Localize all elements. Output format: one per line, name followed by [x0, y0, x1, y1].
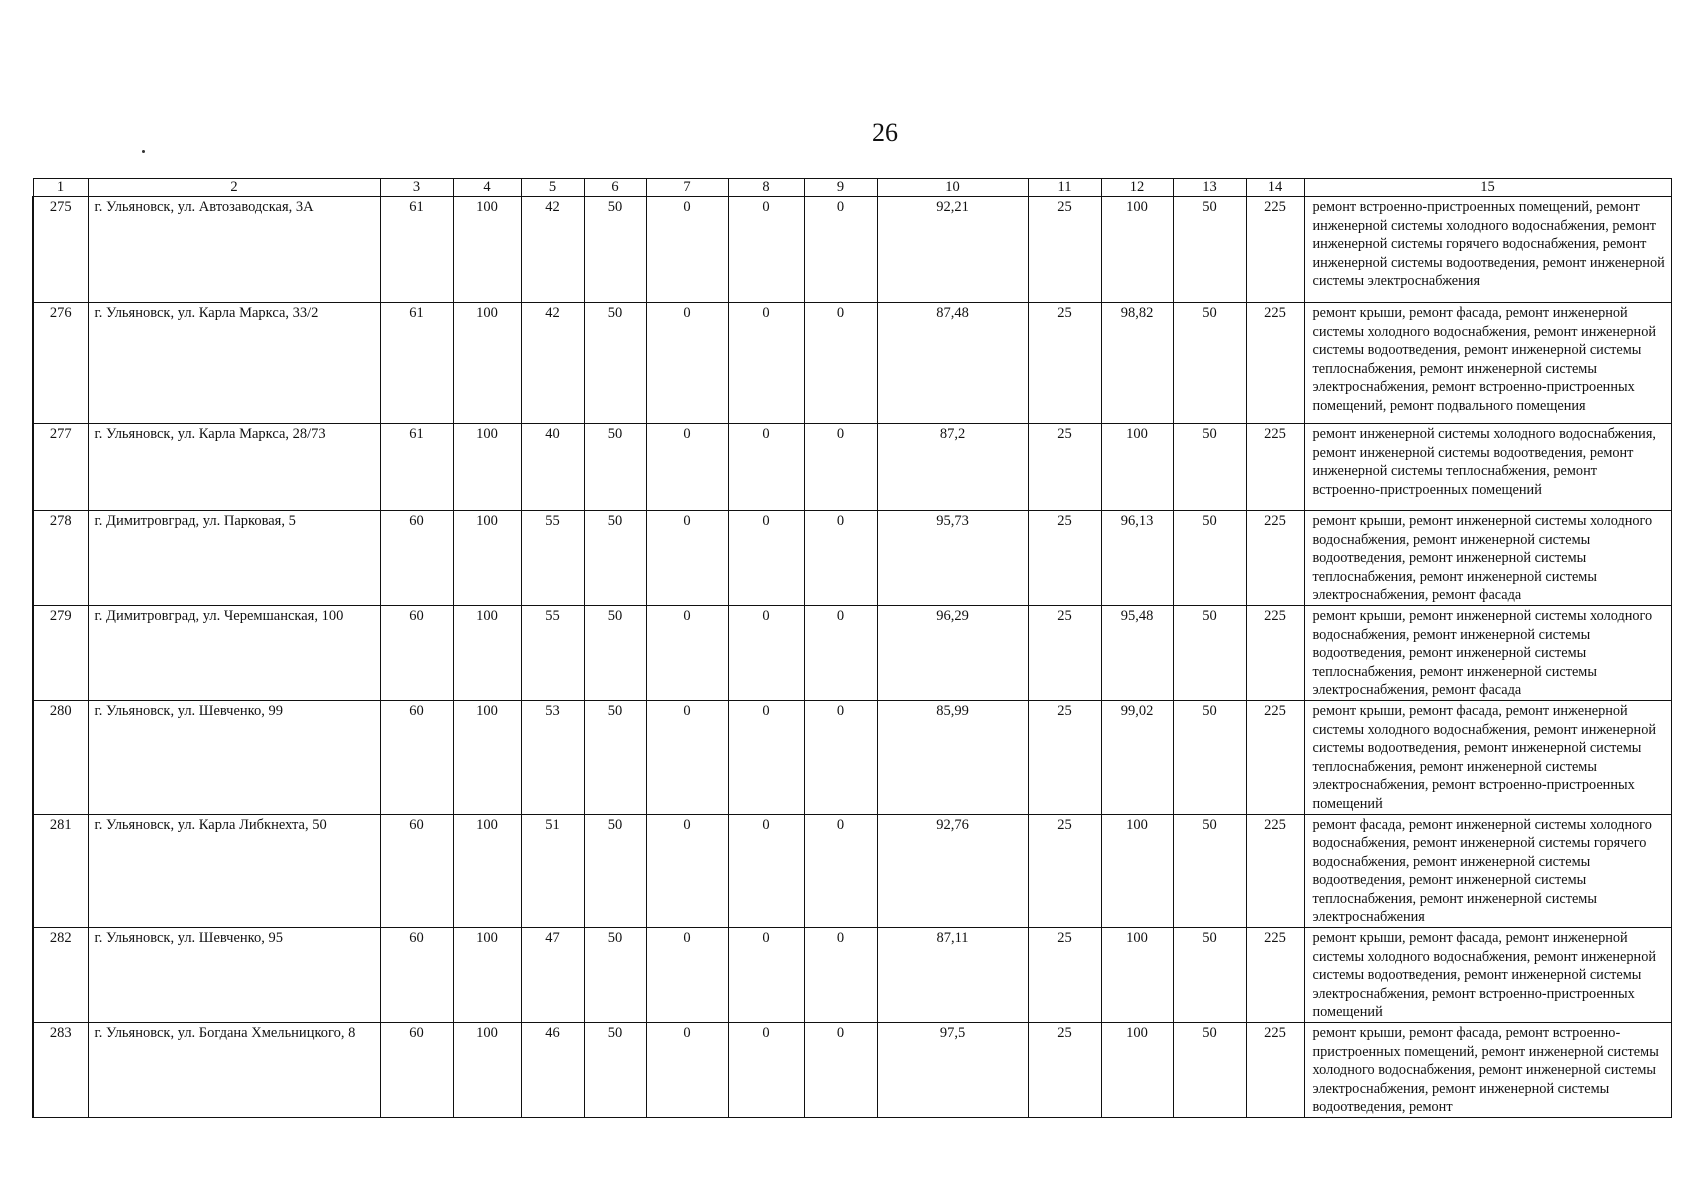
- value-cell-col-4: 100: [453, 197, 521, 303]
- value-cell-col-14: 225: [1246, 605, 1304, 700]
- value-cell-col-13: 50: [1173, 1023, 1246, 1118]
- table-row: [33, 928, 1671, 1023]
- value-cell-col-6: 50: [584, 197, 646, 303]
- address-cell: г. Димитровград, ул. Черемшанская, 100: [88, 605, 380, 700]
- value-cell-col-13: 50: [1173, 197, 1246, 303]
- value-cell-col-10: 92,76: [877, 814, 1028, 928]
- value-cell-col-4: 100: [453, 424, 521, 511]
- value-cell-col-7: 0: [646, 303, 728, 424]
- value-cell-col-4: 100: [453, 700, 521, 814]
- header-col-13: 13: [1173, 179, 1246, 197]
- value-cell-col-3: 60: [380, 1023, 453, 1118]
- value-cell-col-11: 25: [1028, 303, 1101, 424]
- value-cell-col-4: 100: [453, 814, 521, 928]
- value-cell-col-5: 55: [521, 511, 584, 606]
- value-cell-col-12: 96,13: [1101, 511, 1173, 606]
- value-cell-col-8: 0: [728, 1023, 804, 1118]
- value-cell-col-3: 60: [380, 511, 453, 606]
- value-cell-col-4: 100: [453, 928, 521, 1023]
- value-cell-col-5: 40: [521, 424, 584, 511]
- value-cell-col-14: 225: [1246, 424, 1304, 511]
- value-cell-col-14: 225: [1246, 814, 1304, 928]
- value-cell-col-11: 25: [1028, 424, 1101, 511]
- address-cell: г. Ульяновск, ул. Шевченко, 95: [88, 928, 380, 1023]
- value-cell-col-6: 50: [584, 928, 646, 1023]
- value-cell-col-10: 87,11: [877, 928, 1028, 1023]
- value-cell-col-12: 99,02: [1101, 700, 1173, 814]
- row-number-cell: 277: [33, 424, 88, 511]
- value-cell-col-8: 0: [728, 424, 804, 511]
- value-cell-col-9: 0: [804, 303, 877, 424]
- works-description-cell: ремонт встроенно-пристроенных помещений, ремонт инженерной системы холодного водоснабжения, ремонт инженерной системы горячего водоснабжения, ремонт инженерной системы водоотведения, ремонт инженерной системы электроснабжения: [1304, 197, 1671, 303]
- value-cell-col-10: 85,99: [877, 700, 1028, 814]
- header-col-11: 11: [1028, 179, 1101, 197]
- table-row: [33, 700, 1671, 814]
- value-cell-col-8: 0: [728, 814, 804, 928]
- scan-speck: [142, 150, 145, 153]
- value-cell-col-5: 53: [521, 700, 584, 814]
- value-cell-col-7: 0: [646, 511, 728, 606]
- value-cell-col-5: 51: [521, 814, 584, 928]
- value-cell-col-9: 0: [804, 928, 877, 1023]
- value-cell-col-11: 25: [1028, 605, 1101, 700]
- value-cell-col-9: 0: [804, 700, 877, 814]
- value-cell-col-12: 98,82: [1101, 303, 1173, 424]
- table-row: [33, 1023, 1671, 1118]
- table-row: [33, 424, 1671, 511]
- value-cell-col-5: 46: [521, 1023, 584, 1118]
- value-cell-col-10: 96,29: [877, 605, 1028, 700]
- page-number: 26: [872, 118, 898, 147]
- value-cell-col-5: 55: [521, 605, 584, 700]
- works-description-cell: ремонт инженерной системы холодного водоснабжения, ремонт инженерной системы водоотведения, ремонт инженерной системы теплоснабжения, ремонт встроенно-пристроенных помещений: [1304, 424, 1671, 511]
- value-cell-col-11: 25: [1028, 814, 1101, 928]
- value-cell-col-13: 50: [1173, 928, 1246, 1023]
- row-number-cell: 278: [33, 511, 88, 606]
- row-number-cell: 275: [33, 197, 88, 303]
- row-number-cell: 282: [33, 928, 88, 1023]
- row-number-cell: 281: [33, 814, 88, 928]
- value-cell-col-12: 100: [1101, 814, 1173, 928]
- value-cell-col-6: 50: [584, 424, 646, 511]
- value-cell-col-14: 225: [1246, 700, 1304, 814]
- address-cell: г. Ульяновск, ул. Карла Маркса, 28/73: [88, 424, 380, 511]
- value-cell-col-11: 25: [1028, 1023, 1101, 1118]
- works-description-cell: ремонт крыши, ремонт инженерной системы холодного водоснабжения, ремонт инженерной системы водоотведения, ремонт инженерной системы теплоснабжения, ремонт инженерной системы электроснабжения, ремонт фасада: [1304, 511, 1671, 606]
- value-cell-col-10: 97,5: [877, 1023, 1028, 1118]
- value-cell-col-9: 0: [804, 197, 877, 303]
- address-cell: г. Ульяновск, ул. Шевченко, 99: [88, 700, 380, 814]
- header-col-10: 10: [877, 179, 1028, 197]
- header-col-4: 4: [453, 179, 521, 197]
- value-cell-col-7: 0: [646, 197, 728, 303]
- value-cell-col-9: 0: [804, 511, 877, 606]
- value-cell-col-14: 225: [1246, 1023, 1304, 1118]
- header-col-3: 3: [380, 179, 453, 197]
- value-cell-col-13: 50: [1173, 511, 1246, 606]
- header-col-2: 2: [88, 179, 380, 197]
- row-number-cell: 279: [33, 605, 88, 700]
- address-cell: г. Ульяновск, ул. Автозаводская, 3А: [88, 197, 380, 303]
- works-description-cell: ремонт крыши, ремонт фасада, ремонт инженерной системы холодного водоснабжения, ремонт инженерной системы водоотведения, ремонт инженерной системы теплоснабжения, ремонт инженерной системы электроснабжения, ремонт встроенно-пристроенных помещений, ремонт подвального помещения: [1304, 303, 1671, 424]
- value-cell-col-3: 61: [380, 197, 453, 303]
- value-cell-col-3: 61: [380, 424, 453, 511]
- value-cell-col-9: 0: [804, 1023, 877, 1118]
- value-cell-col-9: 0: [804, 605, 877, 700]
- value-cell-col-11: 25: [1028, 928, 1101, 1023]
- value-cell-col-12: 100: [1101, 424, 1173, 511]
- value-cell-col-11: 25: [1028, 197, 1101, 303]
- address-cell: г. Ульяновск, ул. Карла Маркса, 33/2: [88, 303, 380, 424]
- works-description-cell: ремонт крыши, ремонт фасада, ремонт инженерной системы холодного водоснабжения, ремонт инженерной системы водоотведения, ремонт инженерной системы электроснабжения, ремонт встроенно-пристроенных помещений: [1304, 928, 1671, 1023]
- header-row: [33, 179, 1671, 197]
- header-col-6: 6: [584, 179, 646, 197]
- value-cell-col-6: 50: [584, 605, 646, 700]
- value-cell-col-11: 25: [1028, 700, 1101, 814]
- value-cell-col-8: 0: [728, 928, 804, 1023]
- value-cell-col-8: 0: [728, 303, 804, 424]
- header-col-12: 12: [1101, 179, 1173, 197]
- header-col-5: 5: [521, 179, 584, 197]
- value-cell-col-13: 50: [1173, 605, 1246, 700]
- header-col-1: 1: [33, 179, 88, 197]
- value-cell-col-4: 100: [453, 303, 521, 424]
- buildings-table: [32, 178, 1672, 1118]
- value-cell-col-13: 50: [1173, 303, 1246, 424]
- value-cell-col-10: 92,21: [877, 197, 1028, 303]
- row-number-cell: 283: [33, 1023, 88, 1118]
- value-cell-col-11: 25: [1028, 511, 1101, 606]
- value-cell-col-8: 0: [728, 511, 804, 606]
- value-cell-col-14: 225: [1246, 511, 1304, 606]
- value-cell-col-9: 0: [804, 424, 877, 511]
- header-col-7: 7: [646, 179, 728, 197]
- value-cell-col-10: 87,48: [877, 303, 1028, 424]
- value-cell-col-10: 95,73: [877, 511, 1028, 606]
- address-cell: г. Ульяновск, ул. Карла Либкнехта, 50: [88, 814, 380, 928]
- table-row: [33, 814, 1671, 928]
- value-cell-col-10: 87,2: [877, 424, 1028, 511]
- value-cell-col-13: 50: [1173, 700, 1246, 814]
- value-cell-col-4: 100: [453, 1023, 521, 1118]
- value-cell-col-12: 100: [1101, 928, 1173, 1023]
- value-cell-col-3: 60: [380, 700, 453, 814]
- value-cell-col-4: 100: [453, 511, 521, 606]
- works-description-cell: ремонт крыши, ремонт фасада, ремонт встроенно-пристроенных помещений, ремонт инженерной системы холодного водоснабжения, ремонт инженерной системы электроснабжения, ремонт инженерной системы водоотведения, ремонт: [1304, 1023, 1671, 1118]
- value-cell-col-9: 0: [804, 814, 877, 928]
- value-cell-col-5: 42: [521, 303, 584, 424]
- value-cell-col-3: 61: [380, 303, 453, 424]
- value-cell-col-6: 50: [584, 700, 646, 814]
- value-cell-col-5: 47: [521, 928, 584, 1023]
- value-cell-col-12: 95,48: [1101, 605, 1173, 700]
- value-cell-col-7: 0: [646, 700, 728, 814]
- value-cell-col-3: 60: [380, 605, 453, 700]
- value-cell-col-7: 0: [646, 424, 728, 511]
- header-col-9: 9: [804, 179, 877, 197]
- value-cell-col-14: 225: [1246, 928, 1304, 1023]
- row-number-cell: 280: [33, 700, 88, 814]
- table-row: [33, 303, 1671, 424]
- value-cell-col-6: 50: [584, 511, 646, 606]
- value-cell-col-8: 0: [728, 700, 804, 814]
- value-cell-col-14: 225: [1246, 303, 1304, 424]
- header-col-15: 15: [1304, 179, 1671, 197]
- value-cell-col-7: 0: [646, 1023, 728, 1118]
- header-col-14: 14: [1246, 179, 1304, 197]
- works-description-cell: ремонт фасада, ремонт инженерной системы холодного водоснабжения, ремонт инженерной системы горячего водоснабжения, ремонт инженерной системы водоотведения, ремонт инженерной системы теплоснабжения, ремонт инженерной системы электроснабжения: [1304, 814, 1671, 928]
- value-cell-col-5: 42: [521, 197, 584, 303]
- value-cell-col-7: 0: [646, 605, 728, 700]
- header-col-8: 8: [728, 179, 804, 197]
- address-cell: г. Ульяновск, ул. Богдана Хмельницкого, 8: [88, 1023, 380, 1118]
- value-cell-col-14: 225: [1246, 197, 1304, 303]
- value-cell-col-4: 100: [453, 605, 521, 700]
- value-cell-col-3: 60: [380, 928, 453, 1023]
- value-cell-col-3: 60: [380, 814, 453, 928]
- value-cell-col-6: 50: [584, 303, 646, 424]
- row-number-cell: 276: [33, 303, 88, 424]
- table-row: [33, 605, 1671, 700]
- table-row: [33, 197, 1671, 303]
- value-cell-col-7: 0: [646, 814, 728, 928]
- address-cell: г. Димитровград, ул. Парковая, 5: [88, 511, 380, 606]
- table-row: [33, 511, 1671, 606]
- value-cell-col-8: 0: [728, 197, 804, 303]
- works-description-cell: ремонт крыши, ремонт инженерной системы холодного водоснабжения, ремонт инженерной системы водоотведения, ремонт инженерной системы теплоснабжения, ремонт инженерной системы электроснабжения, ремонт фасада: [1304, 605, 1671, 700]
- value-cell-col-7: 0: [646, 928, 728, 1023]
- value-cell-col-12: 100: [1101, 1023, 1173, 1118]
- value-cell-col-6: 50: [584, 1023, 646, 1118]
- value-cell-col-13: 50: [1173, 814, 1246, 928]
- value-cell-col-6: 50: [584, 814, 646, 928]
- value-cell-col-8: 0: [728, 605, 804, 700]
- value-cell-col-12: 100: [1101, 197, 1173, 303]
- value-cell-col-13: 50: [1173, 424, 1246, 511]
- works-description-cell: ремонт крыши, ремонт фасада, ремонт инженерной системы холодного водоснабжения, ремонт инженерной системы водоотведения, ремонт инженерной системы теплоснабжения, ремонт инженерной системы электроснабжения, ремонт встроенно-пристроенных помещений: [1304, 700, 1671, 814]
